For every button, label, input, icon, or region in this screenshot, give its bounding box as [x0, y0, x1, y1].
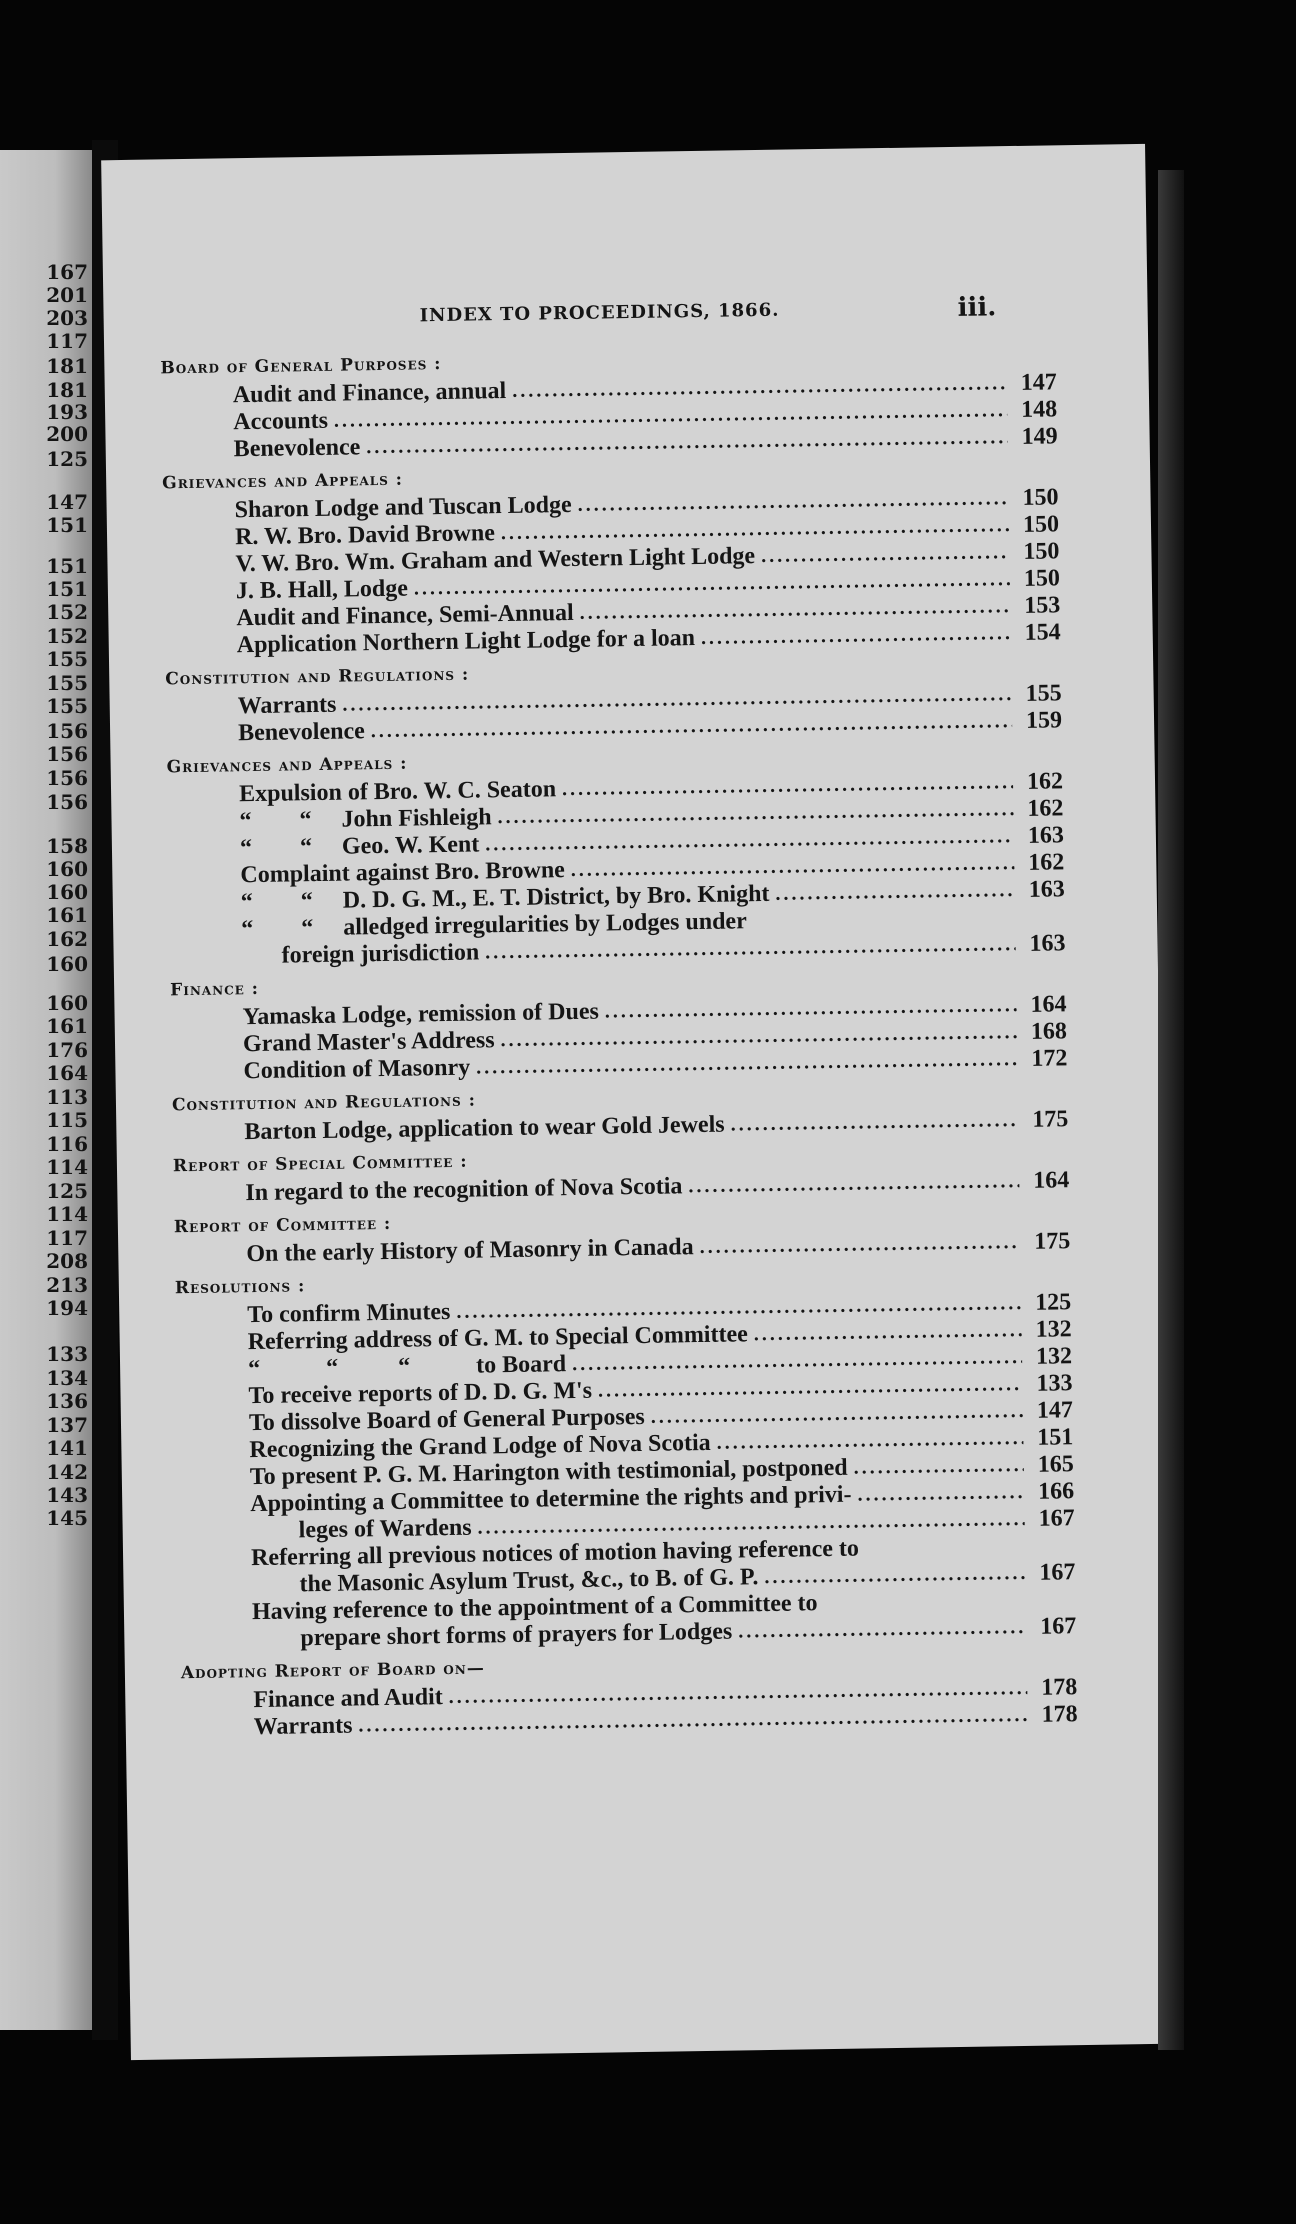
entry-page-number: 150	[1022, 511, 1060, 538]
entry-page-number: 150	[1023, 565, 1061, 592]
entry-page-number: 163	[1029, 930, 1066, 957]
section-heading: Resolutions :	[174, 1276, 306, 1299]
running-title: INDEX TO PROCEEDINGS, 1866.	[419, 299, 780, 327]
left-page-fragment	[0, 150, 92, 2030]
entry-page-number: 153	[1024, 592, 1061, 619]
left-page-number: 114	[46, 1155, 88, 1179]
left-page-number: 155	[46, 671, 88, 695]
left-page-number: 133	[46, 1342, 88, 1366]
entry-page-number: 147	[1036, 1397, 1074, 1424]
section-heading: Report of Committee :	[173, 1213, 392, 1238]
leader-dots	[730, 1107, 1018, 1139]
left-page-number: 176	[46, 1038, 88, 1062]
left-page-number: 117	[46, 1226, 88, 1250]
left-page-number: 141	[46, 1436, 88, 1460]
left-page-number: 200	[46, 422, 88, 446]
entry-text: On the early History of Masonry in Canada	[246, 1234, 694, 1268]
entry-text: Accounts	[233, 407, 329, 436]
entry-text: “ “ alledged irregularities by Lodges under	[241, 908, 747, 943]
entry-page-number: 162	[1028, 849, 1065, 876]
index-page	[101, 144, 1175, 2060]
entry-text: Appointing a Committee to determine the rights and privi-	[250, 1481, 852, 1518]
entry-text: the Masonic Asylum Trust, &c., to B. of G. P.	[299, 1564, 759, 1598]
entry-page-number: 162	[1027, 795, 1064, 822]
entry-page-number: 150	[1022, 484, 1059, 511]
left-page-number: 147	[46, 490, 88, 514]
page-header	[103, 292, 1147, 327]
left-page-number: 201	[46, 283, 88, 307]
leader-dots	[699, 1229, 1020, 1261]
section-heading: Finance :	[170, 978, 260, 1001]
left-page-number: 181	[46, 378, 88, 402]
left-page-number: 160	[46, 991, 88, 1015]
entry-text: leges of Wardens	[298, 1514, 472, 1544]
entry-page-number: 165	[1037, 1451, 1074, 1478]
entry-page-number: 164	[1033, 1167, 1070, 1194]
left-page-number: 161	[46, 903, 88, 927]
entry-text: J. B. Hall, Lodge	[235, 575, 409, 605]
section-heading: Grievances and Appeals :	[166, 753, 408, 778]
section-heading: Constitution and Regulations :	[171, 1090, 477, 1116]
entry-page-number: 149	[1021, 423, 1058, 450]
left-page-number: 125	[46, 447, 88, 471]
entry-text: Recognizing the Grand Lodge of Nova Scotia	[249, 1429, 711, 1464]
entry-page-number: 167	[1038, 1505, 1075, 1532]
entry-page-number: 159	[1025, 707, 1063, 734]
left-page-number: 194	[46, 1296, 88, 1320]
entry-page-number: 155	[1025, 680, 1062, 707]
leader-dots	[761, 539, 1010, 570]
entry-page-number: 168	[1030, 1018, 1068, 1045]
entry-text: Complaint against Bro. Browne	[240, 857, 566, 889]
entry-text: Barton Lodge, application to wear Gold Jewels	[244, 1111, 725, 1146]
entry-text: R. W. Bro. David Browne	[234, 520, 496, 551]
entry-text: Finance and Audit	[253, 1684, 443, 1714]
entry-text: Benevolence	[237, 718, 365, 747]
left-page-number: 136	[46, 1389, 88, 1413]
left-page-number: 134	[46, 1366, 88, 1390]
left-page-number: 161	[46, 1014, 88, 1038]
leader-dots	[701, 620, 1011, 652]
left-page-number: 156	[46, 790, 88, 814]
entry-page-number: 167	[1039, 1559, 1076, 1586]
leader-dots	[764, 1560, 1025, 1591]
leader-dots	[775, 877, 1015, 908]
entry-text: Referring all previous notices of motion having reference to	[250, 1535, 860, 1572]
entry-page-number: 164	[1030, 991, 1067, 1018]
entry-text: Audit and Finance, Semi-Annual	[236, 599, 574, 632]
entry-page-number: 151	[1037, 1424, 1074, 1451]
entry-text: To present P. G. M. Harington with testimonial, postponed	[249, 1454, 848, 1491]
left-page-number: 203	[46, 306, 88, 330]
left-page-number: 158	[46, 834, 88, 858]
entry-text: Warrants	[237, 691, 337, 720]
left-page-number: 160	[46, 952, 88, 976]
entry-page-number: 178	[1041, 1674, 1078, 1701]
entry-text: To receive reports of D. D. G. M's	[248, 1377, 593, 1410]
left-page-number: 137	[46, 1413, 88, 1437]
entry-text: Warrants	[253, 1712, 353, 1741]
entry-text: “ “ “ to Board	[247, 1351, 567, 1383]
entry-text: To dissolve Board of General Purposes	[248, 1403, 645, 1437]
section-heading: Grievances and Appeals :	[162, 469, 404, 494]
left-page-number: 156	[46, 719, 88, 743]
left-page-number: 160	[46, 857, 88, 881]
left-page-number: 156	[46, 766, 88, 790]
leader-dots	[738, 1614, 1026, 1646]
left-page-number: 113	[46, 1085, 88, 1109]
entry-page-number: 166	[1037, 1478, 1075, 1505]
entry-text: “ “ D. D. G. M., E. T. District, by Bro. Knight	[240, 880, 770, 916]
entry-text: Audit and Finance, annual	[232, 377, 507, 409]
entry-page-number: 162	[1026, 768, 1064, 795]
section-heading: Adopting Report of Board on—	[180, 1658, 485, 1684]
entry-page-number: 175	[1032, 1106, 1069, 1133]
left-page-number: 164	[46, 1061, 88, 1085]
entry-text: Application Northern Light Lodge for a loan	[236, 625, 696, 659]
index-content	[160, 335, 1078, 1742]
section-heading: Board of General Purposes :	[160, 353, 442, 379]
left-page-number: 181	[46, 354, 88, 378]
left-page-number: 160	[46, 880, 88, 904]
entry-page-number: 172	[1031, 1045, 1068, 1072]
left-page-number: 116	[46, 1132, 88, 1156]
page-edge-shadow	[1158, 170, 1184, 2050]
left-page-number: 162	[46, 927, 88, 951]
leader-dots	[853, 1452, 1024, 1482]
left-page-number: 151	[46, 554, 88, 578]
left-page-number: 208	[46, 1249, 88, 1273]
left-page-number: 167	[46, 260, 88, 284]
page-number: iii.	[957, 292, 997, 323]
entry-text: “ “ John Fishleigh	[239, 804, 492, 835]
entry-text: V. W. Bro. Wm. Graham and Western Light Lodge	[235, 543, 756, 578]
entry-page-number: 178	[1041, 1701, 1078, 1728]
leader-dots	[754, 1317, 1022, 1348]
left-page-number: 156	[46, 742, 88, 766]
entry-page-number: 163	[1028, 876, 1065, 903]
section-heading: Report of Special Committee :	[172, 1151, 468, 1177]
entry-page-number: 163	[1027, 822, 1065, 849]
leader-dots	[857, 1479, 1024, 1509]
left-page-number: 142	[46, 1460, 88, 1484]
left-page-number: 193	[46, 400, 88, 424]
left-page-number: 152	[46, 600, 88, 624]
entry-text: To confirm Minutes	[247, 1298, 451, 1329]
entry-text: Referring address of G. M. to Special Committee	[247, 1321, 748, 1356]
left-page-number: 155	[46, 647, 88, 671]
entry-text: prepare short forms of prayers for Lodges	[300, 1618, 733, 1652]
entry-text: Having reference to the appointment of a Committee to	[251, 1590, 818, 1626]
entry-page-number: 147	[1020, 369, 1057, 396]
entry-page-number: 125	[1034, 1289, 1072, 1316]
left-page-number: 213	[46, 1273, 88, 1297]
entry-text: Benevolence	[233, 434, 361, 463]
entry-text: Yamaska Lodge, remission of Dues	[242, 998, 600, 1031]
entry-text: In regard to the recognition of Nova Scotia	[245, 1173, 683, 1207]
left-page-number: 152	[46, 624, 88, 648]
entry-page-number: 133	[1036, 1370, 1073, 1397]
entry-text: Expulsion of Bro. W. C. Seaton	[238, 776, 557, 808]
left-page-number: 115	[46, 1108, 88, 1132]
left-page-number: 145	[46, 1506, 88, 1530]
leader-dots	[688, 1168, 1019, 1200]
left-page-number: 117	[46, 329, 88, 353]
section-heading: Constitution and Regulations :	[165, 664, 470, 690]
entry-page-number: 132	[1035, 1316, 1072, 1343]
entry-text: Condition of Masonry	[243, 1054, 471, 1085]
left-page-number: 125	[46, 1179, 88, 1203]
left-page-number: 114	[46, 1202, 88, 1226]
left-page-number: 155	[46, 694, 88, 718]
entry-page-number: 175	[1034, 1228, 1071, 1255]
entry-page-number: 148	[1020, 396, 1058, 423]
entry-page-number: 150	[1023, 538, 1060, 565]
entry-text: “ “ Geo. W. Kent	[239, 831, 480, 862]
entry-text: Grand Master's Address	[242, 1027, 495, 1058]
left-page-number: 143	[46, 1483, 88, 1507]
left-page-number: 151	[46, 513, 88, 537]
entry-page-number: 167	[1040, 1613, 1077, 1640]
entry-page-number: 154	[1024, 619, 1061, 646]
entry-text: Sharon Lodge and Tuscan Lodge	[234, 491, 572, 524]
entry-page-number: 132	[1035, 1343, 1073, 1370]
entry-text: foreign jurisdiction	[281, 939, 480, 969]
left-page-number: 151	[46, 577, 88, 601]
